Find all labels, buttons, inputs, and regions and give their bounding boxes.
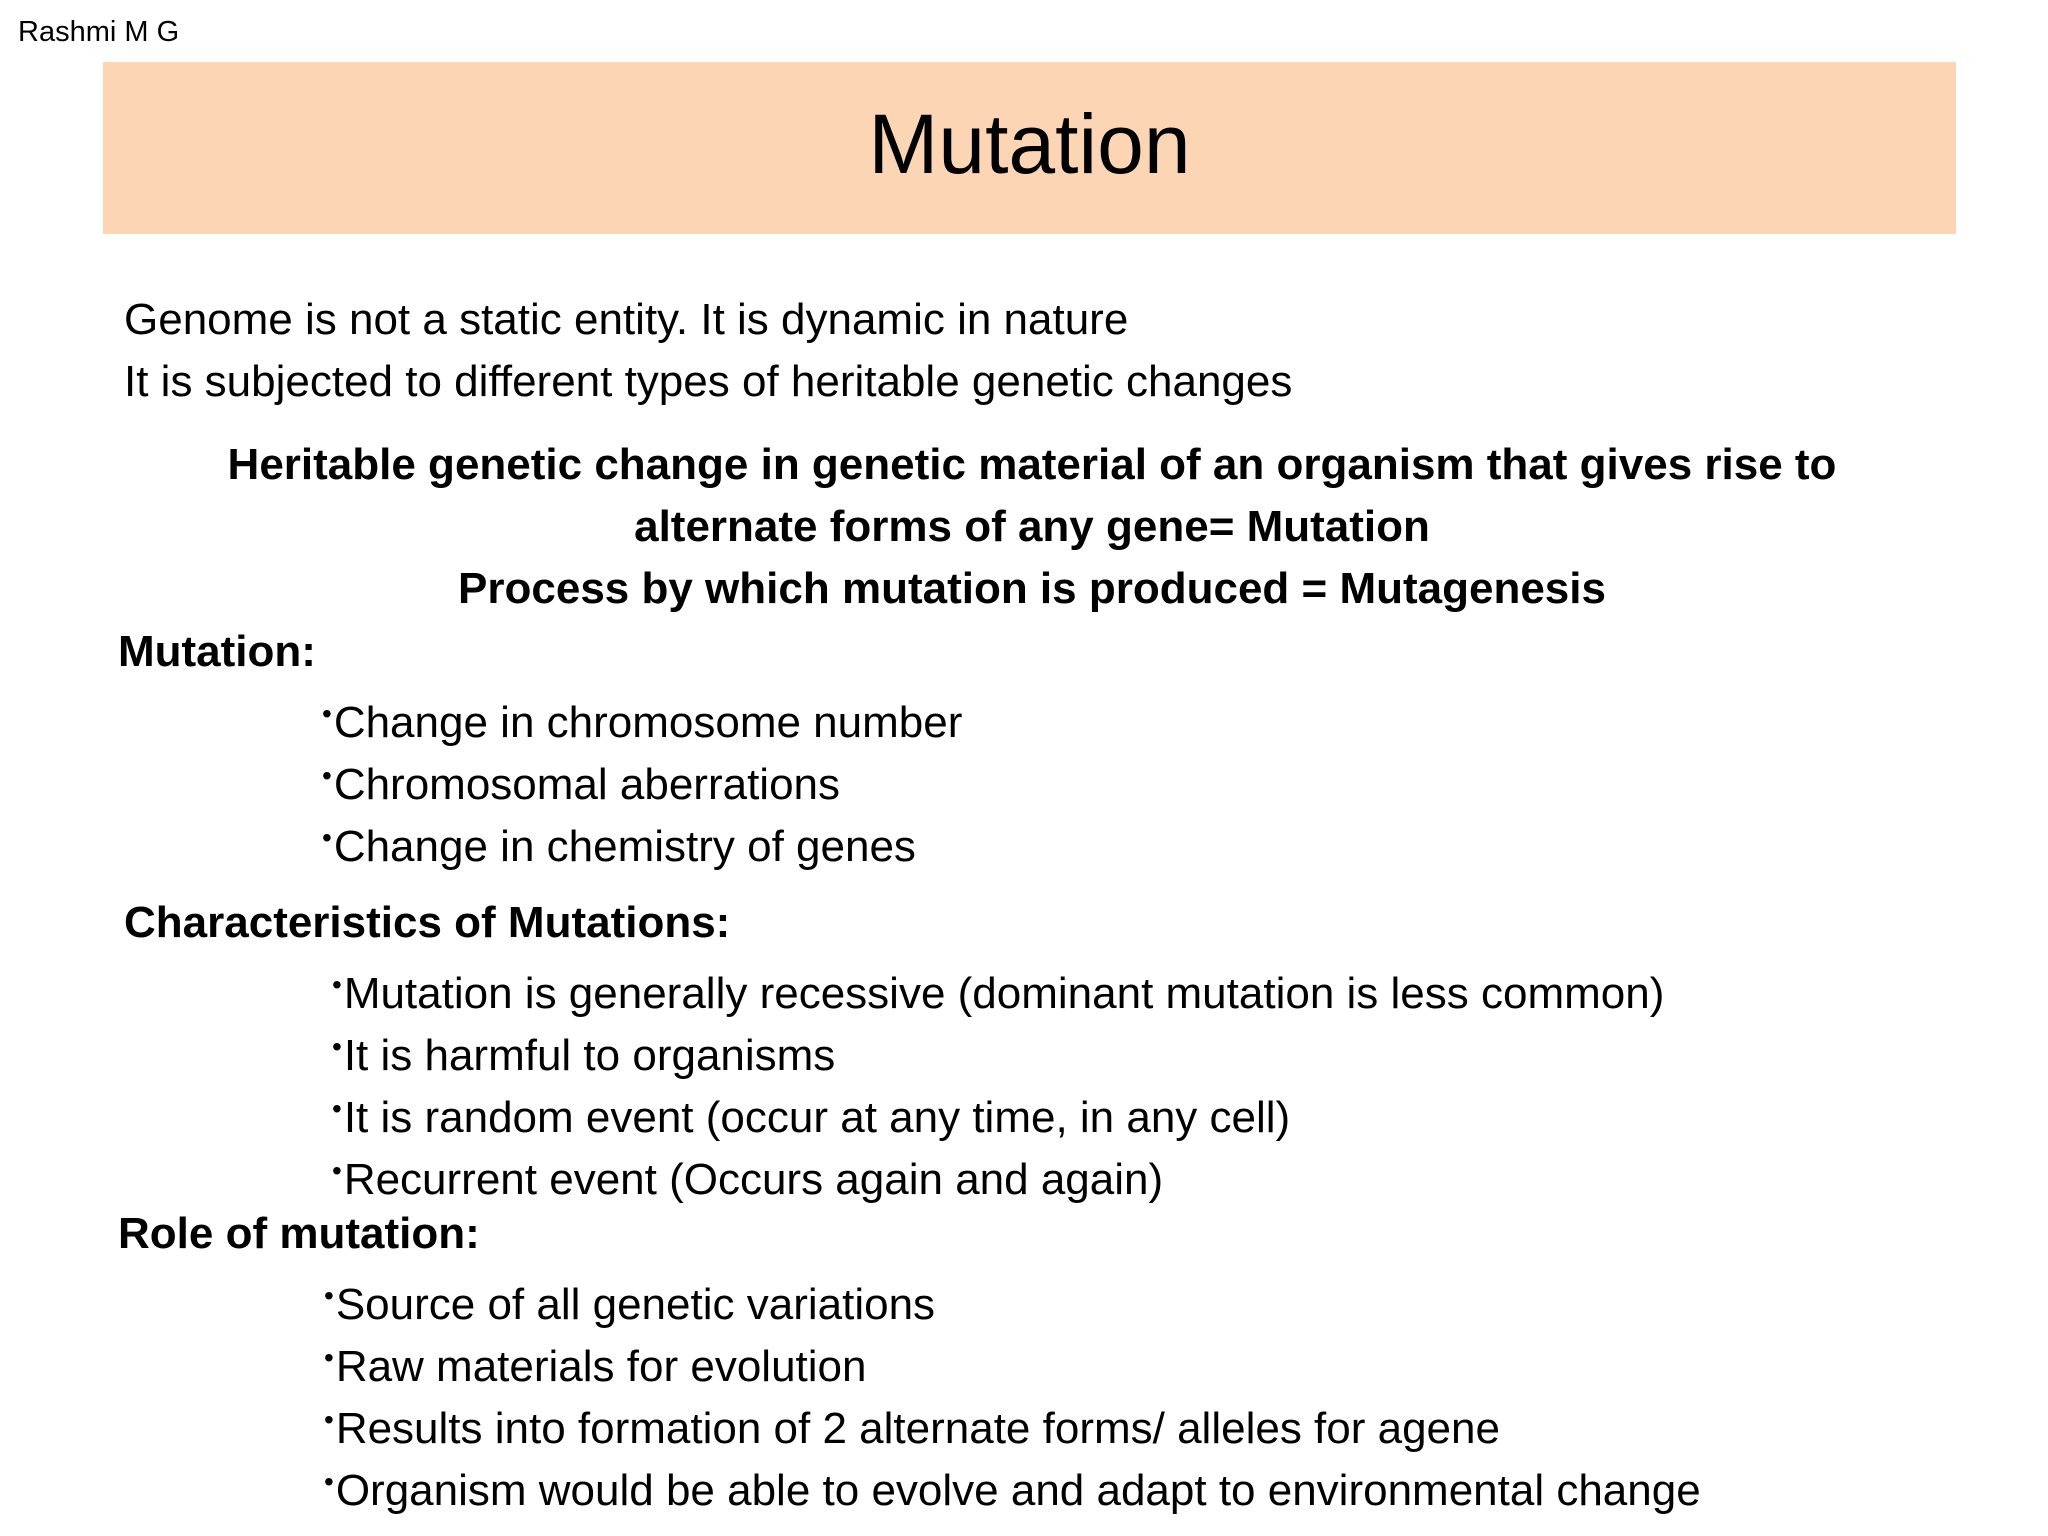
bullet-icon: • [322,698,332,729]
list-item [324,1454,1701,1519]
author-name: Rashmi M G [18,16,180,48]
list-item-text: Change in chromosome number [333,698,963,747]
definition-line-2: alternate forms of any gene= Mutation [634,502,1430,551]
list-item-text: It is random event (occur at any time, in any cell) [343,1093,1291,1142]
intro-line-2: It is subjected to different types of heritable genetic changes [124,357,1293,406]
list-item [324,1392,1500,1457]
bullet-icon: • [324,1404,334,1435]
bullet-icon: • [322,822,332,853]
list-item [322,686,962,751]
list-item [332,1143,1163,1208]
list-item-text: Chromosomal aberrations [333,760,841,809]
section-heading-role: Role of mutation: [118,1209,480,1258]
list-item-text: Organism would be able to evolve and adapt to environmental change [335,1466,1701,1515]
list-item [332,1081,1290,1146]
list-item [324,1330,866,1395]
slide-title: Mutation [868,97,1191,191]
bullet-icon: • [324,1280,334,1311]
list-item-text: Recurrent event (Occurs again and again) [343,1155,1164,1204]
bullet-icon: • [332,1093,342,1124]
list-item-text: Mutation is generally recessive (dominant mutation is less common) [343,969,1665,1018]
list-item-text: Change in chemistry of genes [333,822,916,871]
list-item-text: Source of all genetic variations [335,1280,936,1329]
list-item [322,810,916,875]
bullet-icon: • [332,1155,342,1186]
bullet-icon: • [332,1031,342,1062]
list-item-text: It is harmful to organisms [343,1031,836,1080]
section-heading-mutation: Mutation: [118,627,316,676]
bullet-icon: • [324,1466,334,1497]
definition-line-3: Process by which mutation is produced = Mutagenesis [458,564,1606,613]
list-item [322,748,840,813]
title-banner [103,62,1956,234]
list-item-text: Raw materials for evolution [335,1342,867,1391]
bullet-icon: • [332,969,342,1000]
bullet-icon: • [322,760,332,791]
definition-line-1: Heritable genetic change in genetic material of an organism that gives rise to [227,440,1837,489]
list-item [332,1019,835,1084]
list-item-text: Results into formation of 2 alternate forms/ alleles for agene [335,1404,1500,1453]
list-item [324,1268,935,1333]
section-heading-characteristics: Characteristics of Mutations: [124,898,731,947]
intro-line-1: Genome is not a static entity. It is dynamic in nature [124,295,1129,344]
bullet-icon: • [324,1342,334,1373]
list-item [332,957,1664,1022]
